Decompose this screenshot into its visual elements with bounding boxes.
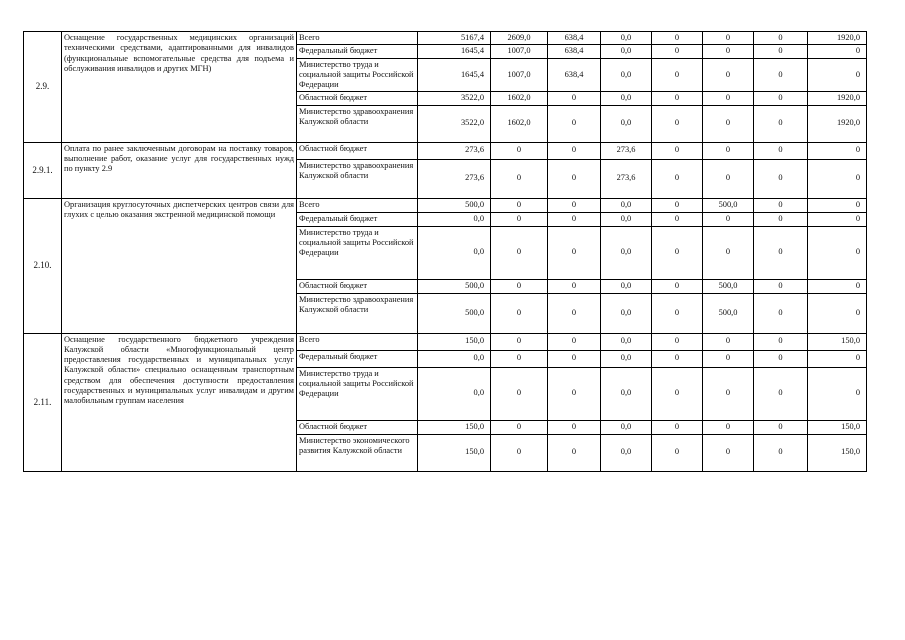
value-cell: 0 xyxy=(808,226,867,279)
value-cell: 0 xyxy=(548,350,601,367)
value-cell: 0 xyxy=(652,105,703,142)
funding-source: Всего xyxy=(297,333,418,350)
value-cell: 0 xyxy=(703,350,754,367)
value-cell: 0,0 xyxy=(601,45,652,58)
value-cell: 0 xyxy=(491,293,548,333)
value-cell: 0 xyxy=(491,198,548,212)
value-cell: 0 xyxy=(548,226,601,279)
value-cell: 0 xyxy=(703,226,754,279)
funding-source: Министерство экономического развития Калужской области xyxy=(297,434,418,471)
funding-source: Министерство труда и социальной защиты Российской Федерации xyxy=(297,367,418,420)
value-cell: 0 xyxy=(652,279,703,293)
funding-source: Областной бюджет xyxy=(297,279,418,293)
value-cell: 1920,0 xyxy=(808,105,867,142)
value-cell: 0 xyxy=(703,212,754,226)
funding-source: Министерство здравоохранения Калужской области xyxy=(297,159,418,198)
table-row xyxy=(24,333,867,350)
value-cell: 150,0 xyxy=(418,420,491,434)
value-cell: 0 xyxy=(548,105,601,142)
value-cell: 0 xyxy=(652,367,703,420)
value-cell: 0 xyxy=(754,212,808,226)
value-cell: 0 xyxy=(754,45,808,58)
funding-source: Областной бюджет xyxy=(297,92,418,105)
value-cell: 0,0 xyxy=(601,212,652,226)
funding-source: Всего xyxy=(297,198,418,212)
funding-source: Министерство труда и социальной защиты Российской Федерации xyxy=(297,226,418,279)
value-cell: 0,0 xyxy=(601,58,652,92)
value-cell: 0 xyxy=(754,434,808,471)
value-cell: 0 xyxy=(548,212,601,226)
value-cell: 0 xyxy=(754,92,808,105)
value-cell: 638,4 xyxy=(548,45,601,58)
value-cell: 0 xyxy=(703,58,754,92)
item-description: Оснащение государственного бюджетного учреждения Калужской области «Многофункциональный центр предоставления государственных и муниципальных услуг Калужской области» специально оснащенным транспортным средством для обеспечения доступности предоставления государственных и муниципальных услуг инвалидам и другим малобильным группам населения xyxy=(62,333,297,471)
value-cell: 0,0 xyxy=(601,293,652,333)
value-cell: 0 xyxy=(652,293,703,333)
value-cell: 0 xyxy=(808,367,867,420)
value-cell: 0 xyxy=(491,212,548,226)
value-cell: 500,0 xyxy=(418,279,491,293)
value-cell: 1920,0 xyxy=(808,32,867,45)
value-cell: 0 xyxy=(703,159,754,198)
value-cell: 273,6 xyxy=(601,159,652,198)
value-cell: 1920,0 xyxy=(808,92,867,105)
value-cell: 0 xyxy=(754,293,808,333)
value-cell: 0 xyxy=(548,434,601,471)
value-cell: 0 xyxy=(754,279,808,293)
table-body xyxy=(24,32,867,472)
value-cell: 1645,4 xyxy=(418,58,491,92)
value-cell: 0,0 xyxy=(601,32,652,45)
value-cell: 0 xyxy=(548,420,601,434)
value-cell: 0 xyxy=(703,105,754,142)
value-cell: 0 xyxy=(652,420,703,434)
value-cell: 638,4 xyxy=(548,32,601,45)
value-cell: 0,0 xyxy=(601,367,652,420)
value-cell: 0,0 xyxy=(418,226,491,279)
budget-table xyxy=(23,31,867,472)
value-cell: 0 xyxy=(703,434,754,471)
value-cell: 0,0 xyxy=(601,420,652,434)
value-cell: 0 xyxy=(754,58,808,92)
funding-source: Министерство здравоохранения Калужской области xyxy=(297,105,418,142)
item-description: Оснащение государственных медицинских организаций техническими средствами, адаптированными для инвалидов (функциональные вспомогательные средства для подъема и обслуживания инвалидов и других МГН) xyxy=(62,32,297,143)
value-cell: 0 xyxy=(754,333,808,350)
funding-source: Министерство труда и социальной защиты Российской Федерации xyxy=(297,58,418,92)
value-cell: 0 xyxy=(652,198,703,212)
value-cell: 0 xyxy=(754,159,808,198)
value-cell: 500,0 xyxy=(703,293,754,333)
value-cell: 273,6 xyxy=(601,142,652,159)
value-cell: 0 xyxy=(808,58,867,92)
value-cell: 0,0 xyxy=(418,367,491,420)
value-cell: 0 xyxy=(754,226,808,279)
value-cell: 0 xyxy=(808,142,867,159)
value-cell: 0 xyxy=(808,279,867,293)
value-cell: 0,0 xyxy=(601,105,652,142)
item-description: Оплата по ранее заключенным договорам на поставку товаров, выполнение работ, оказание услуг для государственных нужд по пункту 2.9 xyxy=(62,142,297,198)
funding-source: Федеральный бюджет xyxy=(297,212,418,226)
value-cell: 0 xyxy=(652,434,703,471)
value-cell: 0 xyxy=(548,333,601,350)
value-cell: 0 xyxy=(548,198,601,212)
value-cell: 1645,4 xyxy=(418,45,491,58)
table-row xyxy=(24,142,867,159)
value-cell: 0 xyxy=(808,45,867,58)
value-cell: 0 xyxy=(808,198,867,212)
value-cell: 0 xyxy=(548,279,601,293)
value-cell: 0 xyxy=(808,350,867,367)
value-cell: 3522,0 xyxy=(418,105,491,142)
value-cell: 0 xyxy=(808,159,867,198)
value-cell: 0 xyxy=(491,434,548,471)
value-cell: 0,0 xyxy=(601,92,652,105)
item-number: 2.11. xyxy=(24,333,62,471)
value-cell: 273,6 xyxy=(418,142,491,159)
table-row xyxy=(24,198,867,212)
value-cell: 0 xyxy=(703,32,754,45)
value-cell: 0 xyxy=(754,198,808,212)
value-cell: 0,0 xyxy=(601,226,652,279)
funding-source: Министерство здравоохранения Калужской области xyxy=(297,293,418,333)
value-cell: 0 xyxy=(548,367,601,420)
value-cell: 2609,0 xyxy=(491,32,548,45)
value-cell: 0 xyxy=(754,105,808,142)
value-cell: 0,0 xyxy=(418,350,491,367)
table-row xyxy=(24,32,867,45)
value-cell: 0 xyxy=(703,420,754,434)
value-cell: 150,0 xyxy=(418,333,491,350)
value-cell: 0 xyxy=(652,32,703,45)
value-cell: 0,0 xyxy=(601,279,652,293)
value-cell: 0 xyxy=(491,279,548,293)
value-cell: 0 xyxy=(703,142,754,159)
value-cell: 1602,0 xyxy=(491,92,548,105)
value-cell: 0 xyxy=(491,367,548,420)
value-cell: 0,0 xyxy=(601,198,652,212)
value-cell: 0 xyxy=(548,142,601,159)
value-cell: 1007,0 xyxy=(491,58,548,92)
value-cell: 0 xyxy=(548,92,601,105)
value-cell: 3522,0 xyxy=(418,92,491,105)
funding-source: Федеральный бюджет xyxy=(297,350,418,367)
value-cell: 0 xyxy=(754,420,808,434)
value-cell: 0 xyxy=(652,226,703,279)
funding-source: Федеральный бюджет xyxy=(297,45,418,58)
value-cell: 0 xyxy=(491,159,548,198)
value-cell: 1007,0 xyxy=(491,45,548,58)
value-cell: 0 xyxy=(652,333,703,350)
value-cell: 5167,4 xyxy=(418,32,491,45)
value-cell: 500,0 xyxy=(703,198,754,212)
value-cell: 150,0 xyxy=(418,434,491,471)
item-number: 2.9.1. xyxy=(24,142,62,198)
funding-source: Областной бюджет xyxy=(297,142,418,159)
value-cell: 0 xyxy=(808,293,867,333)
funding-source: Областной бюджет xyxy=(297,420,418,434)
value-cell: 0,0 xyxy=(601,333,652,350)
item-description: Организация круглосуточных диспетчерских центров связи для глухих с целью оказания экстренной медицинской помощи xyxy=(62,198,297,333)
value-cell: 0,0 xyxy=(601,434,652,471)
value-cell: 0 xyxy=(491,420,548,434)
value-cell: 0 xyxy=(703,333,754,350)
value-cell: 0 xyxy=(652,159,703,198)
value-cell: 638,4 xyxy=(548,58,601,92)
value-cell: 0 xyxy=(754,367,808,420)
value-cell: 500,0 xyxy=(418,198,491,212)
value-cell: 0 xyxy=(754,142,808,159)
value-cell: 0 xyxy=(652,58,703,92)
item-number: 2.10. xyxy=(24,198,62,333)
value-cell: 0 xyxy=(703,92,754,105)
value-cell: 0 xyxy=(754,32,808,45)
value-cell: 150,0 xyxy=(808,420,867,434)
value-cell: 0 xyxy=(703,367,754,420)
value-cell: 0 xyxy=(491,142,548,159)
value-cell: 500,0 xyxy=(418,293,491,333)
value-cell: 0 xyxy=(754,350,808,367)
value-cell: 150,0 xyxy=(808,434,867,471)
value-cell: 500,0 xyxy=(703,279,754,293)
value-cell: 150,0 xyxy=(808,333,867,350)
value-cell: 0 xyxy=(652,92,703,105)
value-cell: 0 xyxy=(548,293,601,333)
value-cell: 0 xyxy=(491,333,548,350)
item-number: 2.9. xyxy=(24,32,62,143)
value-cell: 0 xyxy=(491,226,548,279)
value-cell: 0 xyxy=(652,45,703,58)
value-cell: 0 xyxy=(491,350,548,367)
value-cell: 0 xyxy=(808,212,867,226)
value-cell: 273,6 xyxy=(418,159,491,198)
value-cell: 1602,0 xyxy=(491,105,548,142)
value-cell: 0 xyxy=(652,142,703,159)
value-cell: 0,0 xyxy=(418,212,491,226)
value-cell: 0,0 xyxy=(601,350,652,367)
funding-source: Всего xyxy=(297,32,418,45)
value-cell: 0 xyxy=(652,350,703,367)
value-cell: 0 xyxy=(652,212,703,226)
value-cell: 0 xyxy=(703,45,754,58)
value-cell: 0 xyxy=(548,159,601,198)
